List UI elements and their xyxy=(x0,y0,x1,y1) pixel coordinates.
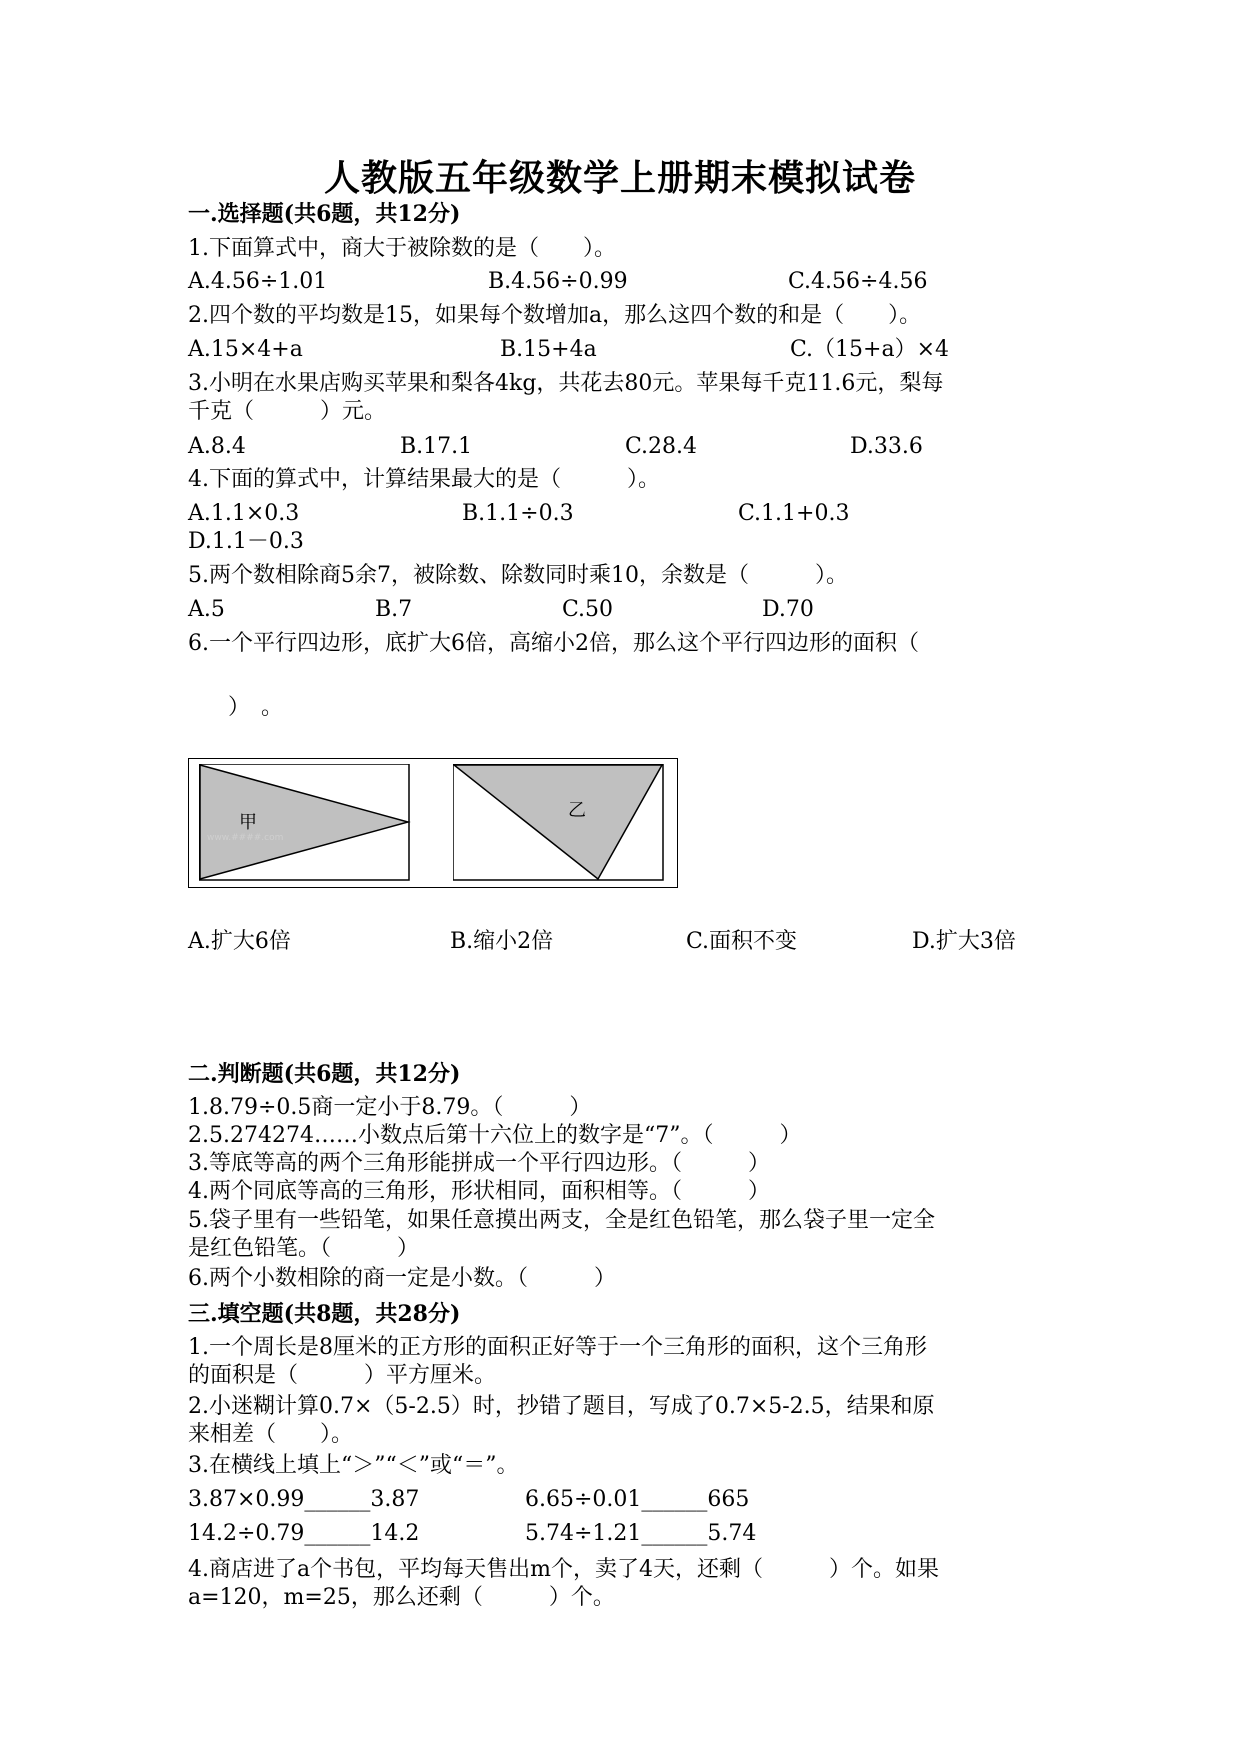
figure-frame xyxy=(188,758,678,888)
question-1-6-line1: 6.一个平行四边形，底扩大6倍，高缩小2倍，那么这个平行四边形的面积（ xyxy=(188,631,919,656)
section-heading-fill: 三.填空题(共8题，共28分) xyxy=(188,1301,461,1327)
option: A.8.4 xyxy=(188,434,246,459)
question-1-5: 5.两个数相除商5余7，被除数、除数同时乘10，余数是（ ）。 xyxy=(188,563,848,588)
option: D.33.6 xyxy=(850,434,923,459)
compare-item: 5.74÷1.21______5.74 xyxy=(525,1521,757,1546)
option: B.7 xyxy=(375,597,413,622)
compare-item: 3.87×0.99______3.87 xyxy=(188,1487,420,1512)
fill-line: 1.一个周长是8厘米的正方形的面积正好等于一个三角形的面积，这个三角形 xyxy=(188,1335,927,1360)
question-1-3-line1: 3.小明在水果店购买苹果和梨各4kg，共花去80元。苹果每千克11.6元，梨每 xyxy=(188,371,944,396)
judgement-line: 5.袋子里有一些铅笔，如果任意摸出两支，全是红色铅笔，那么袋子里一定全 xyxy=(188,1208,935,1233)
page-title: 人教版五年级数学上册期末模拟试卷 xyxy=(323,157,916,199)
option: A.1.1×0.3 xyxy=(188,501,300,526)
fill-line: a=120，m=25，那么还剩（ ）个。 xyxy=(188,1585,615,1610)
judgement-line: 6.两个小数相除的商一定是小数。（ ） xyxy=(188,1266,616,1291)
question-1-1: 1.下面算式中，商大于被除数的是（ ）。 xyxy=(188,236,616,261)
option: B.1.1÷0.3 xyxy=(462,501,574,526)
fill-line: 3.在横线上填上“＞”“＜”或“＝”。 xyxy=(188,1453,519,1478)
watermark-text: www.####.com xyxy=(207,833,284,843)
section-heading-judgement: 二.判断题(共6题，共12分) xyxy=(188,1061,461,1087)
option: C.50 xyxy=(562,597,614,622)
judgement-line: 是红色铅笔。（ ） xyxy=(188,1236,420,1261)
question-1-4: 4.下面的算式中，计算结果最大的是（ ）。 xyxy=(188,467,660,492)
option: B.缩小2倍 xyxy=(450,929,554,954)
judgement-line: 3.等底等高的两个三角形能拼成一个平行四边形。（ ） xyxy=(188,1151,770,1176)
fill-line: 来相差（ ）。 xyxy=(188,1422,354,1447)
option: B.17.1 xyxy=(400,434,473,459)
judgement-line: 1.8.79÷0.5商一定小于8.79。（ ） xyxy=(188,1095,592,1120)
option: A.5 xyxy=(188,597,225,622)
figure-yi xyxy=(453,764,668,882)
fill-line: 4.商店进了a个书包，平均每天售出m个，卖了4天，还剩（ ）个。如果 xyxy=(188,1557,939,1582)
label-jia: 甲 xyxy=(239,812,257,833)
option: D.扩大3倍 xyxy=(912,929,1016,954)
option: A.扩大6倍 xyxy=(188,929,291,954)
compare-item: 14.2÷0.79______14.2 xyxy=(188,1521,420,1546)
question-1-3-line2: 千克（ ）元。 xyxy=(188,399,387,424)
option: D.1.1－0.3 xyxy=(188,529,304,554)
label-yi: 乙 xyxy=(568,800,586,821)
option: B.15+4a xyxy=(500,337,597,362)
compare-item: 6.65÷0.01______665 xyxy=(525,1487,750,1512)
fill-line: 2.小迷糊计算0.7×（5-2.5）时，抄错了题目，写成了0.7×5-2.5，结果和原 xyxy=(188,1394,935,1419)
question-1-2: 2.四个数的平均数是15，如果每个数增加a，那么这四个数的和是（ ）。 xyxy=(188,303,922,328)
option: B.4.56÷0.99 xyxy=(488,269,628,294)
option: C.4.56÷4.56 xyxy=(788,269,928,294)
option: D.70 xyxy=(762,597,814,622)
option: C.面积不变 xyxy=(686,929,798,954)
judgement-line: 4.两个同底等高的三角形，形状相同，面积相等。（ ） xyxy=(188,1179,770,1204)
option: C.（15+a）×4 xyxy=(790,337,950,362)
question-1-6-line2: ） 。 xyxy=(228,695,284,720)
fill-line: 的面积是（ ）平方厘米。 xyxy=(188,1363,497,1388)
judgement-line: 2.5.274274……小数点后第十六位上的数字是“7”。（ ） xyxy=(188,1123,802,1148)
option: C.1.1+0.3 xyxy=(738,501,850,526)
option: C.28.4 xyxy=(625,434,698,459)
figure-jia xyxy=(199,764,419,882)
option: A.4.56÷1.01 xyxy=(188,269,328,294)
option: A.15×4+a xyxy=(188,337,303,362)
section-heading-choice: 一.选择题(共6题，共12分) xyxy=(188,201,461,227)
